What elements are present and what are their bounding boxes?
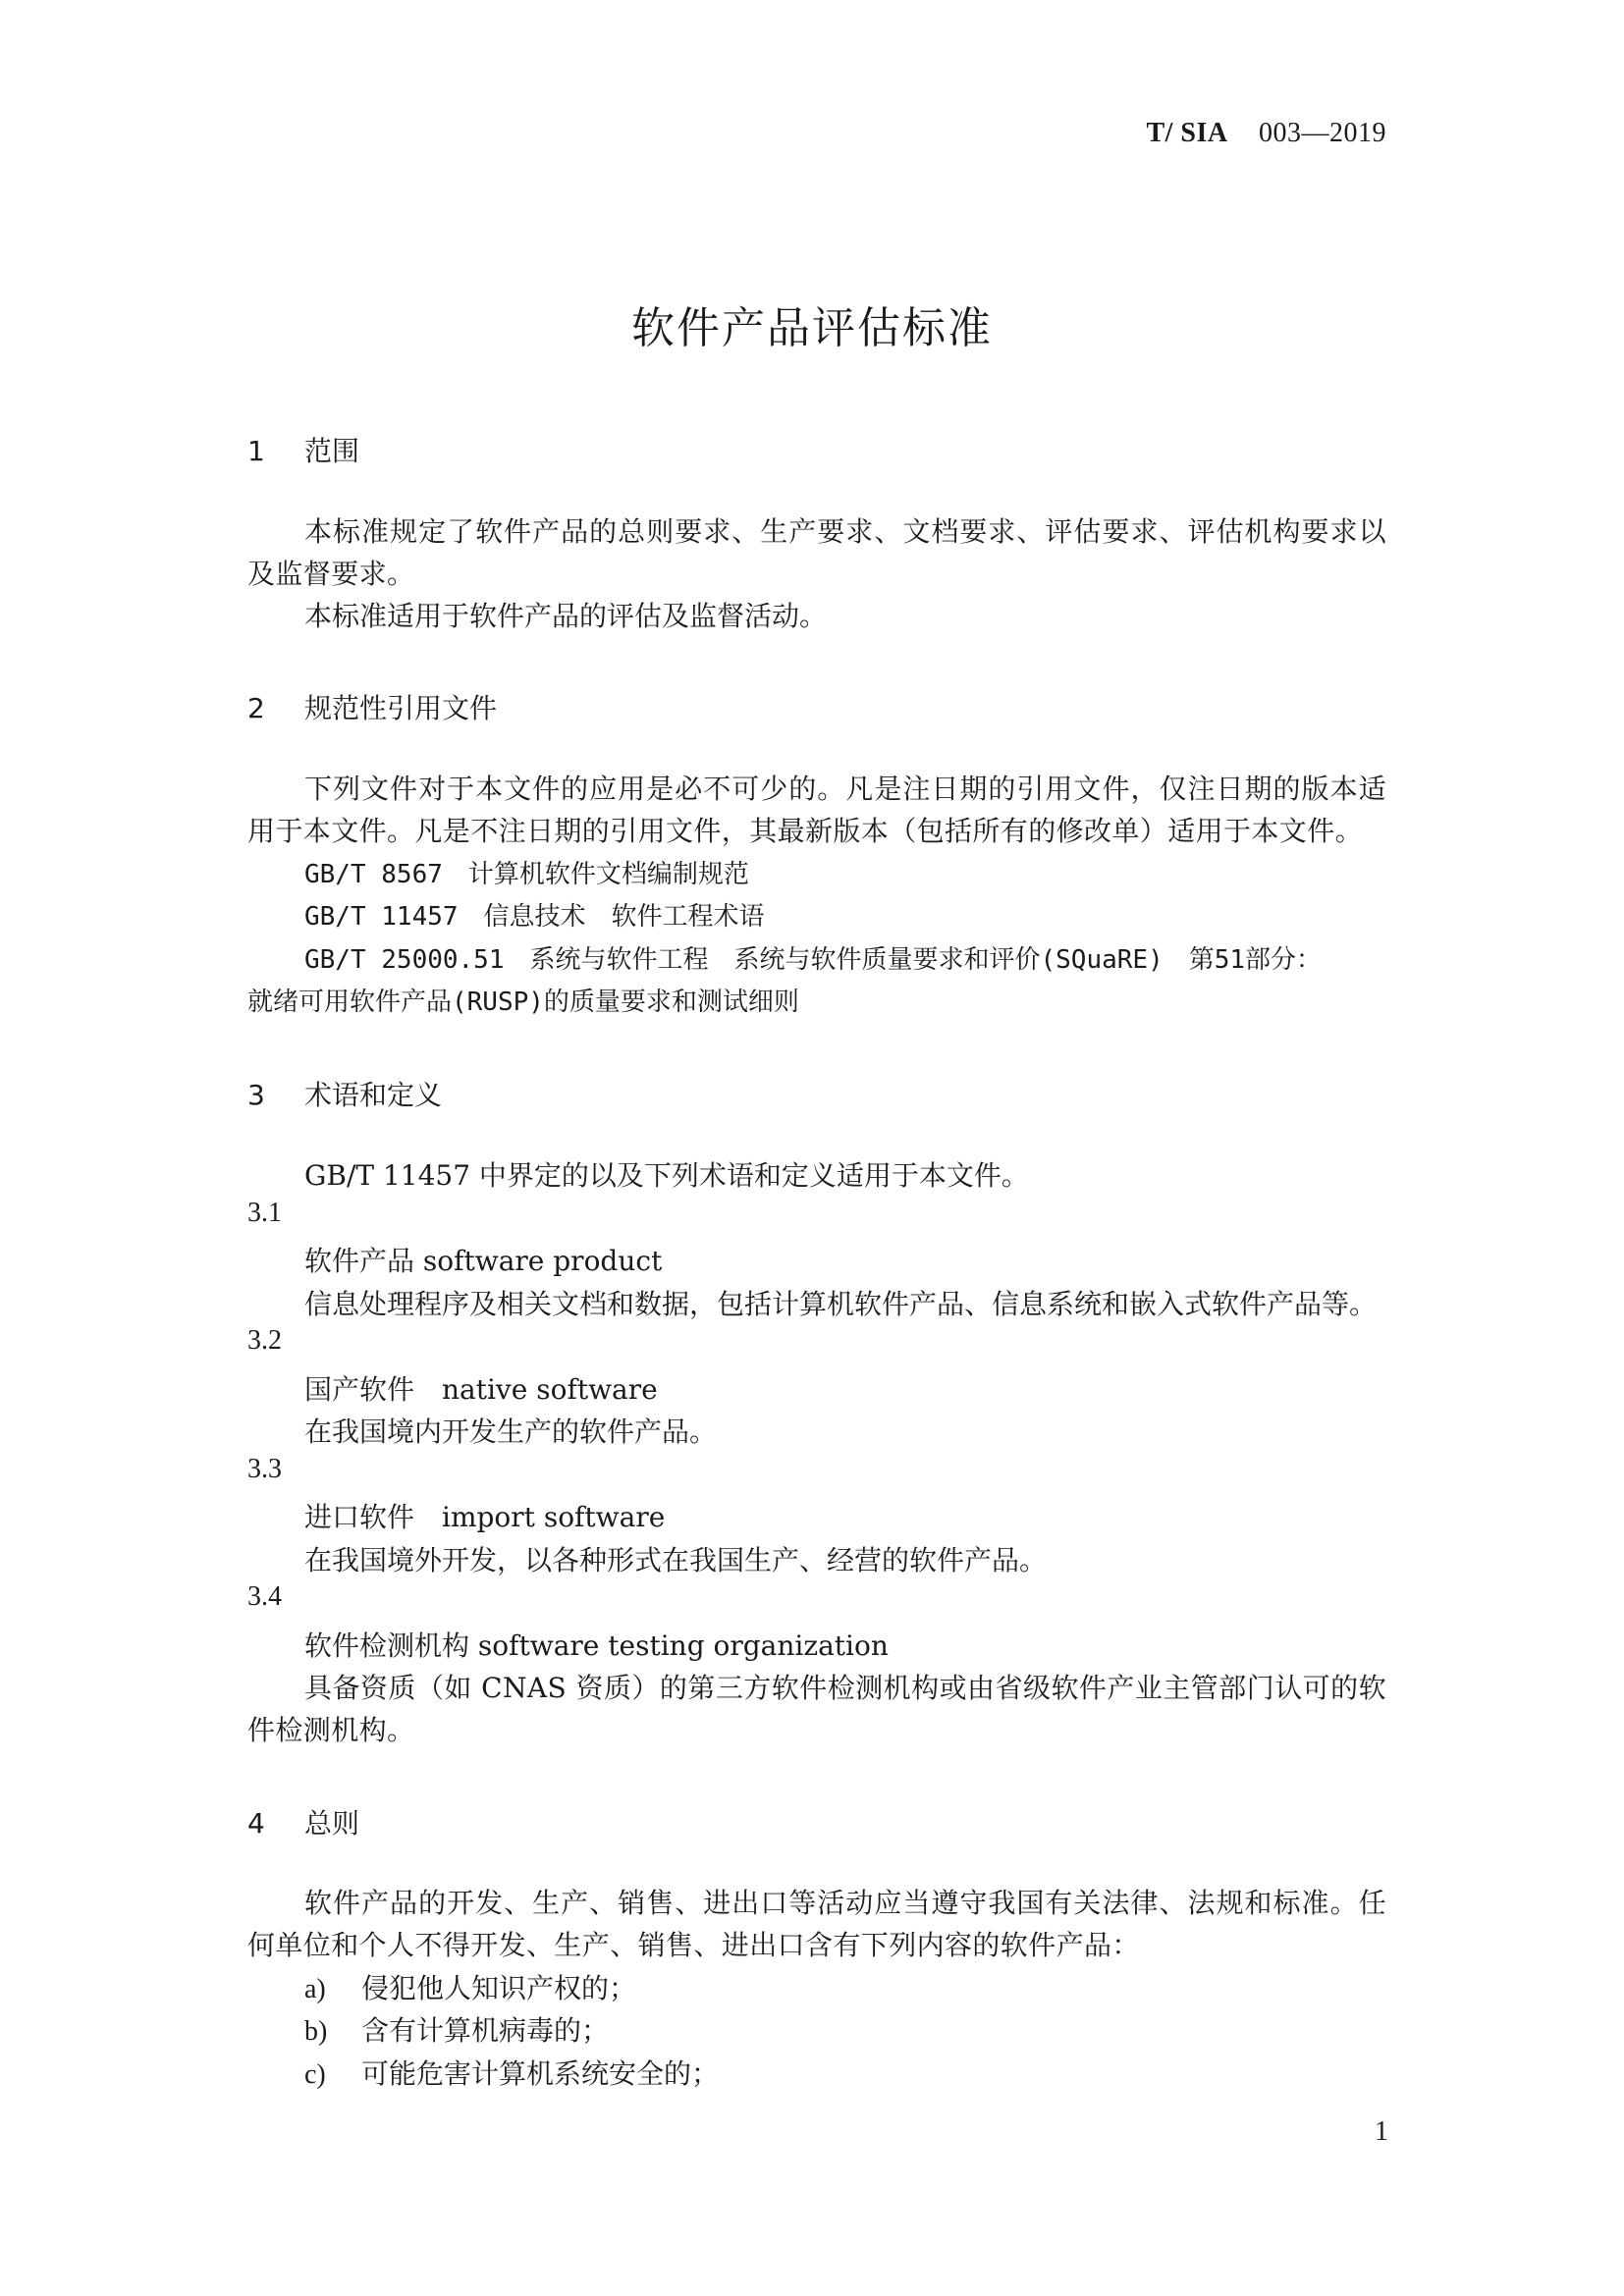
term-definition: 在我国境内开发生产的软件产品。 xyxy=(304,1415,718,1448)
section-1-heading xyxy=(247,430,359,469)
section-title: 总则 xyxy=(304,1807,360,1840)
section-title: 范围 xyxy=(304,435,360,467)
section-title: 规范性引用文件 xyxy=(304,692,498,724)
list-marker: c) xyxy=(304,2059,326,2090)
section-1-paragraph-2: 本标准适用于软件产品的评估及监督活动。 xyxy=(304,600,828,632)
term-number: 3.3 xyxy=(247,1454,282,1484)
section-number: 4 xyxy=(247,1807,265,1840)
list-item xyxy=(304,1967,1443,2010)
section-3-intro: GB/T 11457 中界定的以及下列术语和定义适用于本文件。 xyxy=(304,1159,1029,1192)
section-2-paragraph-1: 下列文件对于本文件的应用是必不可少的。凡是注日期的引用文件，仅注日期的版本适用于本文件。凡是不注日期的引用文件，其最新版本（包括所有的修改单）适用于本文件。 xyxy=(247,773,1386,847)
term-number: 3.1 xyxy=(247,1198,282,1228)
section-2-heading xyxy=(247,687,497,726)
list-text: 含有计算机病毒的； xyxy=(361,2014,610,2047)
list-text: 侵犯他人知识产权的； xyxy=(361,1972,637,2004)
section-4-heading xyxy=(247,1802,359,1842)
reference-gbt-25000-51-continued: 就绪可用软件产品(RUSP)的质量要求和测试细则 xyxy=(247,988,799,1017)
list-marker: a) xyxy=(304,1974,326,2004)
document-title: 软件产品评估标准 xyxy=(631,303,993,353)
list-text: 可能危害计算机系统安全的； xyxy=(361,2057,720,2090)
term-name: 进口软件 import software xyxy=(304,1501,666,1533)
section-number: 3 xyxy=(247,1079,265,1111)
section-number: 1 xyxy=(247,435,265,467)
term-name: 软件检测机构 software testing organization xyxy=(304,1629,889,1662)
term-definition: 信息处理程序及相关文档和数据，包括计算机软件产品、信息系统和嵌入式软件产品等。 xyxy=(304,1288,1378,1320)
standard-code xyxy=(1146,116,1386,149)
list-item xyxy=(304,2053,1443,2096)
term-definition: 具备资质（如 CNAS 资质）的第三方软件检测机构或由省级软件产业主管部门认可的软件检测机构。 xyxy=(247,1672,1386,1746)
reference-gbt-11457: GB/T 11457 信息技术 软件工程术语 xyxy=(304,902,765,932)
doc-number: 003—2019 xyxy=(1259,118,1386,148)
org-code: T/ SIA xyxy=(1146,118,1228,148)
section-number: 2 xyxy=(247,692,265,724)
reference-gbt-25000-51: GB/T 25000.51 系统与软件工程 系统与软件质量要求和评价(SQuaRE) 第51部分： xyxy=(304,945,1323,975)
section-4-paragraph-1: 软件产品的开发、生产、销售、进出口等活动应当遵守我国有关法律、法规和标准。任何单位和个人不得开发、生产、销售、进出口含有下列内容的软件产品： xyxy=(247,1887,1386,1961)
term-number: 3.4 xyxy=(247,1581,282,1612)
term-definition: 在我国境外开发，以各种形式在我国生产、经营的软件产品。 xyxy=(304,1544,1048,1576)
term-number: 3.2 xyxy=(247,1325,282,1356)
term-name: 软件产品 software product xyxy=(304,1245,663,1277)
section-1-paragraph-1: 本标准规定了软件产品的总则要求、生产要求、文档要求、评估要求、评估机构要求以及监督要求。 xyxy=(247,515,1386,590)
list-marker: b) xyxy=(304,2016,328,2047)
section-title: 术语和定义 xyxy=(304,1079,443,1111)
list-item xyxy=(304,2009,1443,2053)
page-number: 1 xyxy=(1375,2116,1388,2147)
term-name: 国产软件 native software xyxy=(304,1373,658,1406)
section-3-heading xyxy=(247,1074,442,1113)
reference-gbt-8567: GB/T 8567 计算机软件文档编制规范 xyxy=(304,860,749,889)
